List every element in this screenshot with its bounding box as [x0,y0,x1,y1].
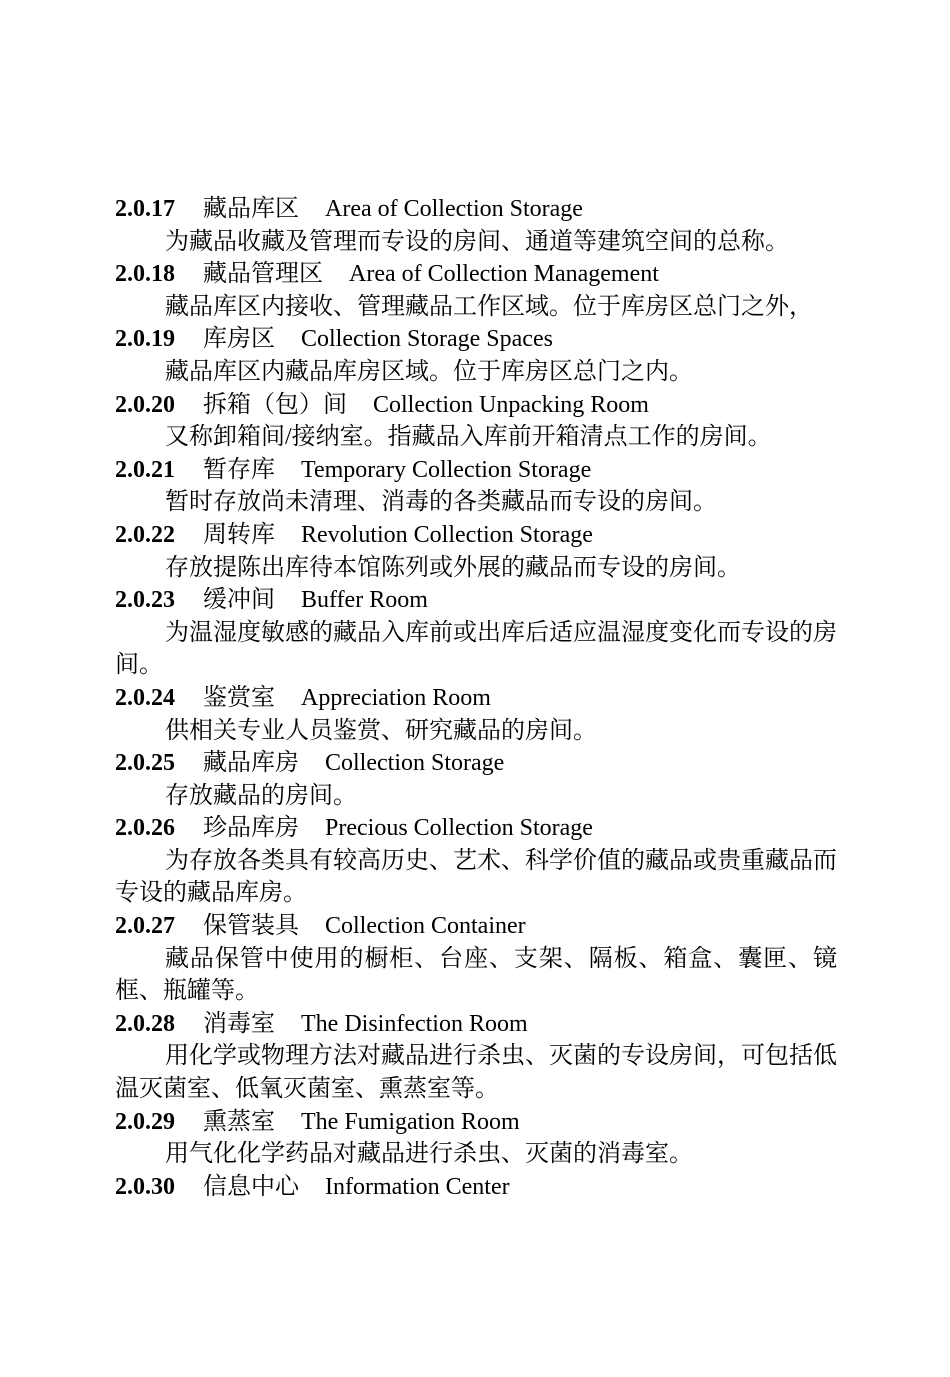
term-definition: 存放藏品的房间。 [165,782,357,809]
term-english-name: Buffer Room [301,587,428,614]
term-number: 2.0.22 [115,521,175,548]
term-definition: 暂时存放尚未清理、消毒的各类藏品而专设的房间。 [165,489,717,516]
term-english-name: Precious Collection Storage [325,815,593,842]
term-chinese-name: 周转库 [203,521,275,548]
term-entry [115,812,837,910]
term-english-name: Collection Storage [325,750,505,777]
term-english-name: Area of Collection Storage [325,196,583,222]
term-number: 2.0.28 [115,1010,175,1037]
term-definition: 藏品库区内藏品库房区域。位于库房区总门之内。 [165,358,693,385]
term-chinese-name: 珍品库房 [203,815,299,842]
term-chinese-name: 信息中心 [203,1173,299,1200]
term-number: 2.0.25 [115,750,175,777]
term-heading [115,323,837,356]
term-heading [115,389,837,422]
term-number: 2.0.30 [115,1173,175,1200]
term-entry [115,193,837,258]
term-number: 2.0.27 [115,913,175,940]
term-definition: 存放提陈出库待本馆陈列或外展的藏品而专设的房间。 [165,554,741,581]
term-entry [115,584,837,682]
term-chinese-name: 藏品管理区 [203,261,323,288]
term-heading [115,812,837,845]
term-entry [115,682,837,747]
term-definition: 供相关专业人员鉴赏、研究藏品的房间。 [165,717,597,744]
term-chinese-name: 鉴赏室 [203,684,275,711]
term-heading [115,682,837,715]
term-heading [115,910,837,943]
term-heading [115,454,837,487]
term-number: 2.0.26 [115,815,175,842]
term-entry [115,389,837,454]
term-chinese-name: 缓冲间 [203,587,275,614]
term-definition: 藏品保管中使用的橱柜、台座、支架、隔板、箱盒、囊匣、镜框、瓶罐等。 [115,945,837,1005]
term-entry [115,910,837,1008]
term-english-name: Information Center [325,1173,510,1200]
term-heading [115,1106,837,1139]
term-entry [115,454,837,519]
term-english-name: Collection Storage Spaces [301,326,553,353]
term-entry [115,1171,837,1204]
term-heading [115,747,837,780]
term-number: 2.0.24 [115,684,175,711]
term-english-name: The Disinfection Room [301,1010,528,1037]
term-heading [115,193,837,226]
term-english-name: Area of Collection Management [349,261,659,288]
term-definition: 又称卸箱间/接纳室。指藏品入库前开箱清点工作的房间。 [165,424,772,451]
term-number: 2.0.19 [115,326,175,353]
term-chinese-name: 消毒室 [203,1010,275,1037]
term-list [115,193,837,1203]
term-heading [115,1171,837,1204]
term-entry [115,1008,837,1106]
term-definition: 为藏品收藏及管理而专设的房间、通道等建筑空间的总称。 [165,228,789,255]
term-number: 2.0.18 [115,261,175,288]
term-definition: 为温湿度敏感的藏品入库前或出库后适应温湿度变化而专设的房间。 [115,619,837,679]
term-definition: 用气化化学药品对藏品进行杀虫、灭菌的消毒室。 [165,1141,693,1168]
term-number: 2.0.29 [115,1108,175,1135]
term-chinese-name: 拆箱（包）间 [203,391,347,418]
term-english-name: Collection Container [325,913,526,940]
term-number: 2.0.23 [115,587,175,614]
term-number: 2.0.17 [115,196,175,222]
term-entry [115,258,837,323]
term-entry [115,1106,837,1171]
term-entry [115,323,837,388]
term-english-name: Temporary Collection Storage [301,456,592,483]
term-chinese-name: 暂存库 [203,456,275,483]
term-definition: 为存放各类具有较高历史、艺术、科学价值的藏品或贵重藏品而专设的藏品库房。 [115,847,837,907]
term-english-name: Collection Unpacking Room [373,391,649,418]
term-entry [115,747,837,812]
term-chinese-name: 藏品库房 [203,750,299,777]
term-definition: 藏品库区内接收、管理藏品工作区域。位于库房区总门之外， [165,293,813,320]
term-definition: 用化学或物理方法对藏品进行杀虫、灭菌的专设房间，可包括低温灭菌室、低氧灭菌室、熏蒸室等。 [115,1043,837,1103]
term-heading [115,258,837,291]
term-english-name: Appreciation Room [301,684,491,711]
term-english-name: Revolution Collection Storage [301,521,593,548]
term-heading [115,584,837,617]
term-entry [115,519,837,584]
term-number: 2.0.21 [115,456,175,483]
term-number: 2.0.20 [115,391,175,418]
term-chinese-name: 库房区 [203,326,275,353]
term-chinese-name: 保管装具 [203,913,299,940]
term-heading [115,1008,837,1041]
term-chinese-name: 藏品库区 [203,196,299,222]
term-english-name: The Fumigation Room [301,1108,520,1135]
term-chinese-name: 熏蒸室 [203,1108,275,1135]
term-heading [115,519,837,552]
